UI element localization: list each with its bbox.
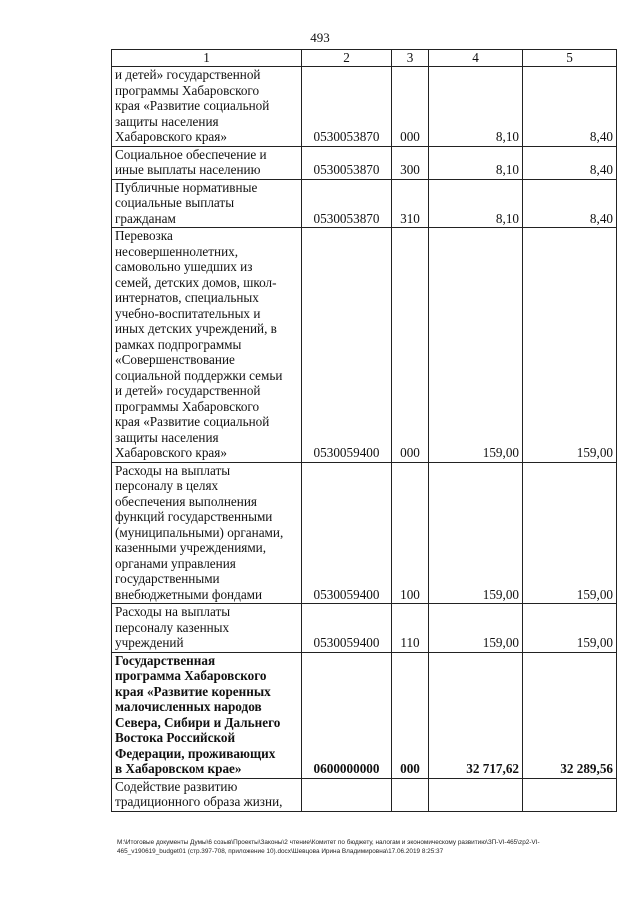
table-row xyxy=(112,462,617,604)
row-name-line: персоналу в целях xyxy=(115,478,219,493)
row-expense-type-cell: 100 xyxy=(392,462,429,604)
row-amount-col4-cell: 8,10 xyxy=(429,67,523,147)
row-target-code-cell: 0530059400 xyxy=(302,462,392,604)
row-amount-col5-cell: 8,40 xyxy=(523,146,617,179)
row-name-line: и детей» государственной xyxy=(115,67,261,82)
row-amount-col5-cell: 159,00 xyxy=(523,604,617,653)
row-target-code-cell: 0530059400 xyxy=(302,228,392,463)
row-amount-col4-cell: 159,00 xyxy=(429,228,523,463)
row-name-line: программы Хабаровского xyxy=(115,398,260,414)
table-row xyxy=(112,778,617,811)
row-expense-type-cell: 300 xyxy=(392,146,429,179)
row-amount-col4-cell: 32 717,62 xyxy=(429,652,523,778)
header-col-2: 2 xyxy=(302,50,392,67)
row-name-line: (муниципальными) органами, xyxy=(115,524,284,540)
row-target-code-cell: 0530053870 xyxy=(302,179,392,228)
row-name-line: и детей» государственной xyxy=(115,383,261,398)
row-name-line: Публичные нормативные xyxy=(115,179,258,195)
row-name-line: семей, детских домов, школ- xyxy=(115,274,277,290)
budget-table xyxy=(111,49,617,812)
row-name-cell xyxy=(112,778,302,811)
row-name-line: традиционного образа жизни, xyxy=(115,794,283,809)
row-name-cell xyxy=(112,462,302,604)
row-target-code-cell: 0530053870 xyxy=(302,146,392,179)
row-name-line: Востока Российской xyxy=(115,730,236,745)
row-name-line: Социальное обеспечение и xyxy=(115,146,267,162)
row-amount-col4-cell: 159,00 xyxy=(429,604,523,653)
row-name-line: защиты населения xyxy=(115,113,219,129)
table-row xyxy=(112,146,617,179)
row-name-line: «Совершенствование xyxy=(115,352,235,367)
row-name-line: персоналу казенных xyxy=(115,619,230,635)
row-amount-col5-cell: 32 289,56 xyxy=(523,652,617,778)
row-name-cell xyxy=(112,67,302,147)
row-name-line: в Хабаровском крае» xyxy=(115,761,242,776)
row-name-line: учреждений xyxy=(115,635,184,650)
header-col-5: 5 xyxy=(523,50,617,67)
row-name-line: Хабаровского края» xyxy=(115,129,227,144)
row-name-cell xyxy=(112,228,302,463)
header-col-3: 3 xyxy=(392,50,429,67)
row-amount-col5-cell: 159,00 xyxy=(523,228,617,463)
row-name-line: Расходы на выплаты xyxy=(115,604,231,619)
row-target-code-cell: 0530059400 xyxy=(302,604,392,653)
row-name-line: малочисленных народов xyxy=(115,699,262,714)
row-expense-type-cell: 000 xyxy=(392,67,429,147)
row-name-line: программы Хабаровского xyxy=(115,82,260,98)
row-name-line: программа Хабаровского xyxy=(115,668,267,683)
row-target-code-cell xyxy=(302,778,392,811)
row-expense-type-cell xyxy=(392,778,429,811)
row-name-line: интернатов, специальных xyxy=(115,290,259,305)
row-name-line: иные выплаты населению xyxy=(115,162,261,177)
row-name-line: государственными xyxy=(115,571,220,586)
table-row xyxy=(112,652,617,778)
row-name-line: Севера, Сибири и Дальнего xyxy=(115,714,281,730)
row-amount-col5-cell xyxy=(523,778,617,811)
row-name-line: защиты населения xyxy=(115,429,219,445)
row-amount-col4-cell: 8,10 xyxy=(429,179,523,228)
row-name-line: социальной поддержки семьи xyxy=(115,367,283,383)
row-expense-type-cell: 000 xyxy=(392,652,429,778)
row-expense-type-cell: 310 xyxy=(392,179,429,228)
row-expense-type-cell: 000 xyxy=(392,228,429,463)
row-name-line: гражданам xyxy=(115,210,176,226)
row-amount-col5-cell: 159,00 xyxy=(523,462,617,604)
row-amount-col4-cell: 159,00 xyxy=(429,462,523,604)
row-name-line: рамках подпрограммы xyxy=(115,336,242,352)
row-name-line: Государственная xyxy=(115,652,216,668)
row-name-line: края «Развитие коренных xyxy=(115,683,271,699)
row-name-line: края «Развитие социальной xyxy=(115,414,270,429)
row-name-cell xyxy=(112,604,302,653)
row-name-cell xyxy=(112,146,302,179)
row-name-line: Содействие развитию xyxy=(115,778,238,794)
row-name-line: края «Развитие социальной xyxy=(115,98,270,113)
header-col-1: 1 xyxy=(112,50,302,67)
row-name-line: внебюджетными фондами xyxy=(115,586,263,602)
row-name-line: функций государственными xyxy=(115,509,273,524)
row-name-line: Перевозка xyxy=(115,228,173,243)
table-row xyxy=(112,179,617,228)
row-name-line: обеспечения выполнения xyxy=(115,493,257,509)
row-name-line: Федерации, проживающих xyxy=(115,745,276,761)
table-header-row xyxy=(112,50,617,67)
row-target-code-cell: 0530053870 xyxy=(302,67,392,147)
row-name-line: учебно-воспитательных и xyxy=(115,305,261,321)
row-amount-col5-cell: 8,40 xyxy=(523,67,617,147)
row-name-cell xyxy=(112,179,302,228)
row-name-line: Расходы на выплаты xyxy=(115,462,231,478)
table-row xyxy=(112,604,617,653)
footer-line-2: 465_v190619_budget01 (стр.397-708, приложение 10).docx\Шевцова Ирина Владимировна\17.06.2019 8:25:37 xyxy=(117,848,444,855)
table-row xyxy=(112,228,617,463)
row-target-code-cell: 0600000000 xyxy=(302,652,392,778)
row-name-line: казенными учреждениями, xyxy=(115,540,267,555)
row-name-line: несовершеннолетних, xyxy=(115,243,239,259)
row-name-line: социальные выплаты xyxy=(115,195,235,210)
row-name-cell xyxy=(112,652,302,778)
footer-line-1: М:\Итоговые документы Думы\6 созыв\Проекты\Законы\2 чтение\Комитет по бюджету, налогам и экономическому развитию\ЗП-VI-465\zp2-VI- xyxy=(117,839,540,846)
row-amount-col5-cell: 8,40 xyxy=(523,179,617,228)
page-number: 493 xyxy=(310,30,330,45)
row-amount-col4-cell: 8,10 xyxy=(429,146,523,179)
header-col-4: 4 xyxy=(429,50,523,67)
table-row xyxy=(112,67,617,147)
row-name-line: Хабаровского края» xyxy=(115,445,227,460)
row-name-line: самовольно ушедших из xyxy=(115,259,253,274)
row-name-line: иных детских учреждений, в xyxy=(115,321,277,336)
row-name-line: органами управления xyxy=(115,555,236,571)
row-amount-col4-cell xyxy=(429,778,523,811)
row-expense-type-cell: 110 xyxy=(392,604,429,653)
file-path-footer xyxy=(117,838,617,856)
